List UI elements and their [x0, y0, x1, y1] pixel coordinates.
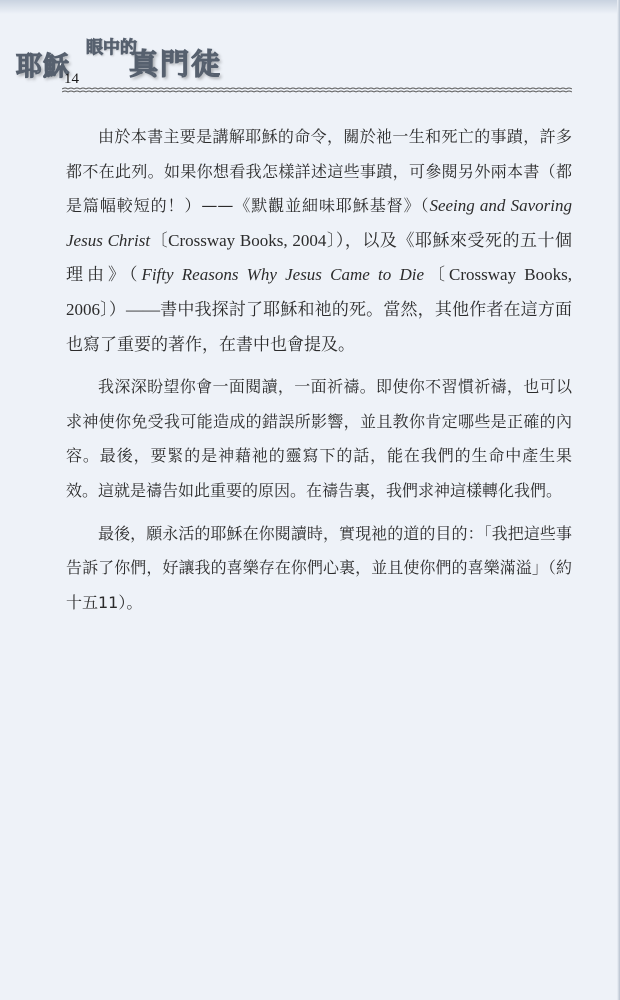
paragraph-2: 我深深盼望你會一面閱讀，一面祈禱。即使你不習慣祈禱，也可以求神使你免受我可能造成的錯誤所影響，並且教你肯定哪些是正確的內容。最後，要緊的是神藉祂的靈寫下的話，能在我們的生命中產生果效。這就是禱告如此重要的原因。在禱告裏，我們求神這樣轉化我們。: [66, 377, 572, 500]
book-title-logo: [6, 18, 246, 84]
p1-book-title-1: Seeing and Savoring Jesus Christ: [66, 196, 572, 250]
header-wavy-rule: [62, 86, 572, 94]
paragraph-1: [66, 120, 572, 362]
p1-text-1: 由於本書主要是講解耶穌的命令，關於祂一生和死亡的事蹟，許多都不在此列。如果你想看我怎樣詳述這些事蹟，可參閱另外兩本書（都是篇幅較短的！）——《默觀並細味耶穌基督》（: [66, 127, 572, 216]
p1-text-3: 〔Crossway Books, 2006〕）——書中我探討了耶穌和祂的死。當然，其他作者在這方面也寫了重要的著作，在書中也會提及。: [66, 265, 573, 354]
logo-text-3: 真門徒: [129, 47, 223, 81]
running-header: [0, 0, 620, 100]
page-number: 14: [64, 71, 79, 87]
logo-text-1: 耶穌: [16, 52, 71, 82]
p1-text-2: 〔Crossway Books, 2004〕），以及《耶穌來受死的五十個理由》（: [66, 230, 573, 285]
main-text: [66, 120, 572, 628]
logo-text-2: 眼中的: [86, 38, 137, 58]
p1-book-title-2: Fifty Reasons Why Jesus Came to Die: [141, 265, 425, 285]
paragraph-3: 最後，願永活的耶穌在你閱讀時，實現祂的道的目的：「我把這些事告訴了你們，好讓我的喜樂存在你們心裏，並且使你們的喜樂滿溢」（約十五11）。: [66, 523, 572, 612]
